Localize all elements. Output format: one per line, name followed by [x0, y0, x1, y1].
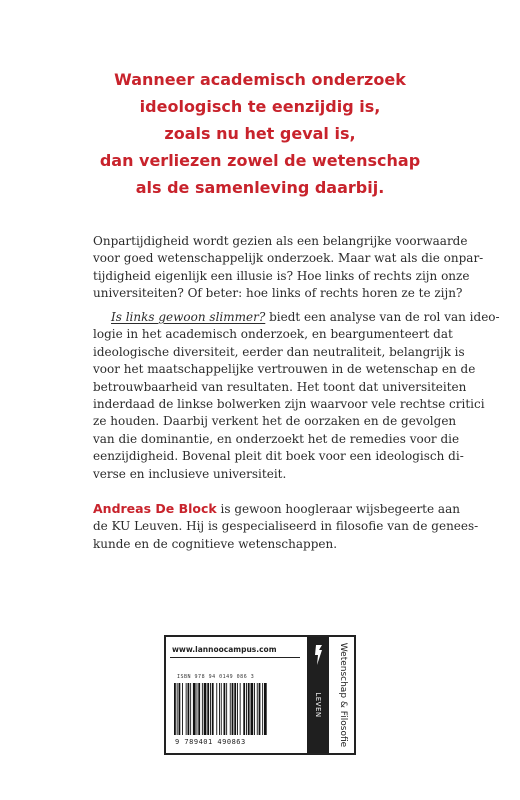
barcode-bar — [224, 683, 226, 735]
author-name: Andreas De Block — [93, 501, 217, 516]
book-title: Is links gewoon slimmer? — [111, 310, 266, 324]
publisher-logo-icon — [313, 644, 325, 666]
barcode-bar — [243, 683, 245, 735]
barcode-bar — [197, 683, 198, 735]
barcode-bar — [257, 683, 258, 735]
barcode-bar — [219, 683, 220, 735]
barcode-bar — [207, 683, 209, 735]
barcode-bar — [179, 683, 181, 735]
quote-line: Wanneer academisch onderzoek — [114, 70, 406, 89]
quote-line: zoals nu het geval is, — [164, 124, 356, 143]
barcode-bar — [198, 683, 200, 735]
text-fragment: is gewoon hoogleraar wijsbegeerte aan — [216, 502, 460, 516]
text-line: voor het maatschappelijke vertrouwen in de wetenschap en de — [93, 362, 476, 377]
quote-line: dan verliezen zowel de wetenschap — [99, 151, 421, 170]
barcode-bar — [186, 683, 187, 735]
text-line: logie in het academisch onderzoek, en beargumenteert dat — [93, 327, 453, 342]
barcode-bar — [202, 683, 203, 735]
text-line: eenzijdigheid. Bovenal pleit dit boek voor een ideologisch di- — [93, 449, 464, 464]
text-line: van die dominantie, en onderzoekt het de remedies voor die — [93, 431, 460, 446]
barcode-bar — [234, 683, 236, 735]
text-line: de KU Leuven. Hij is gespecialiseerd in filosofie van de genees- — [93, 519, 479, 534]
author-bio — [93, 500, 479, 553]
text-line: kunde en de cognitieve wetenschappen. — [93, 536, 338, 551]
publisher-url: www.lannoocampus.com — [172, 645, 277, 654]
barcode-bar — [210, 683, 211, 735]
barcode-bar — [246, 683, 247, 735]
subject-label: Wetenschap & Filosofie — [338, 642, 348, 748]
barcode-bar — [248, 683, 250, 735]
barcode-bar — [193, 683, 196, 735]
text-line: ze houden. Daarbij verkent het de oorzaken en de gevolgen — [93, 414, 457, 429]
barcode-bar — [226, 683, 227, 735]
barcode-bar — [254, 683, 255, 735]
quote-line: ideologisch te eenzijdig is, — [139, 97, 381, 116]
text-line — [93, 309, 500, 326]
barcode-bar — [230, 683, 231, 735]
text-line: verse en inclusieve universiteit. — [93, 466, 287, 481]
text-line: voor goed wetenschappelijk onderzoek. Maar wat als die onpar- — [93, 251, 484, 266]
barcode-bar — [240, 683, 241, 735]
barcode-bar — [212, 683, 214, 735]
barcode-bar — [264, 683, 267, 735]
series-label: LEVEN — [314, 692, 322, 718]
barcode-bar — [237, 683, 238, 735]
text-fragment: biedt een analyse van de rol van ideo- — [265, 310, 500, 324]
barcode-bar — [188, 683, 190, 735]
barcode-image — [172, 683, 300, 735]
text-line: tijdigheid eigenlijk een illusie is? Hoe links of rechts zijn onze — [93, 268, 470, 283]
divider — [170, 657, 300, 658]
isbn-label: ISBN 978 94 0149 086 3 — [177, 674, 255, 680]
text-line: Onpartijdigheid wordt gezien als een belangrijke voorwaarde — [93, 234, 468, 248]
quote-line: als de samenleving daarbij. — [135, 178, 385, 197]
barcode-bar — [177, 683, 178, 735]
barcode-bar — [216, 683, 217, 735]
barcode-bar — [174, 683, 176, 735]
isbn-digits: 9 789401 490863 — [175, 738, 246, 746]
barcode-bar — [259, 683, 261, 735]
barcode-bar — [251, 683, 254, 735]
barcode-bar — [262, 683, 263, 735]
text-line: universiteiten? Of beter: hoe links of rechts horen ze te zijn? — [93, 286, 463, 301]
barcode-bar — [182, 683, 183, 735]
text-line: betrouwbaarheid van resultaten. Het toont dat universiteiten — [93, 379, 467, 394]
pull-quote — [0, 66, 520, 201]
barcode-bar — [190, 683, 191, 735]
barcode-bar — [204, 683, 207, 735]
barcode-bar — [232, 683, 234, 735]
intro-paragraph — [93, 233, 484, 303]
text-line — [93, 500, 460, 518]
barcode-bar — [221, 683, 222, 735]
text-line: inderdaad de linkse bolwerken zijn waarvoor vele rechtse critici — [93, 397, 485, 412]
summary-paragraph — [93, 309, 500, 483]
text-line: ideologische diversiteit, eerder dan neutraliteit, belangrijk is — [93, 344, 465, 359]
